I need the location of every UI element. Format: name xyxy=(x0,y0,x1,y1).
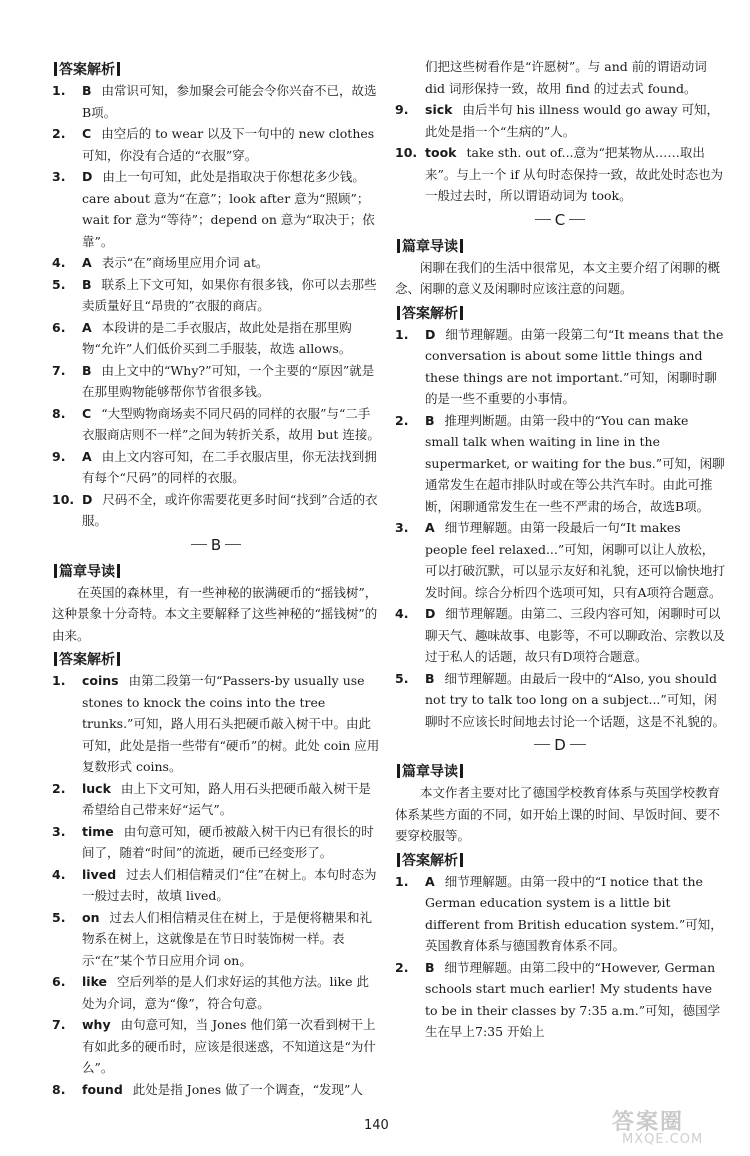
answer-item: 6. like 空后列举的是人们求好运的其他方法。like 此处为介词，意为“像”，符合句意。 xyxy=(52,974,369,1011)
header-bar-right xyxy=(460,764,463,778)
header-bar-left xyxy=(54,564,57,578)
header-bar-left xyxy=(397,306,400,320)
watermark-logo: 答案圈 xyxy=(612,1110,685,1135)
section-c-intro-header: 篇章导读 xyxy=(395,237,725,257)
section-d-answer-list xyxy=(395,871,725,1043)
answer-item: 5. B 联系上下文可知，如果你有很多钱，你可以去那些卖质量好且“昂贵的”衣服的商店。 xyxy=(52,276,377,313)
answer-item: 2. C 由空后的 to wear 以及下一句中的 new clothes 可知，你没有合适的“衣服”穿。 xyxy=(52,126,375,163)
left-column xyxy=(52,0,380,1100)
section-divider-c: C xyxy=(395,207,725,233)
header-bar-left xyxy=(54,62,57,76)
answer-item: 9. A 由上文内容可知，在二手衣服店里，你无法找到拥有每个“尺码”的同样的衣服。 xyxy=(52,448,377,485)
section-b-answer-list-continued xyxy=(395,56,725,207)
answer-item: 5. on 过去人们相信精灵住在树上，于是便将糖果和礼物系在树上，这就像是在节日时装饰树一样。表示“在”某个节日应用介词 on。 xyxy=(52,909,373,968)
section-d-answer-header: 答案解析 xyxy=(395,851,725,871)
section-b-answer-header: 答案解析 xyxy=(52,650,380,670)
answer-item: 7. B 由上文中的“Why?”可知，一个主要的“原因”就是在那里购物能够帮你节省很多钱。 xyxy=(52,362,375,399)
section-d-intro-text: 本文作者主要对比了德国学校教育体系与英国学校教育体系某些方面的不同，如开始上课的时间、早饭时间、要不要穿校服等。 xyxy=(395,785,721,843)
answer-item: 9. sick 由后半句 his illness would go away 可知，此处是指一个“生病的”人。 xyxy=(395,102,719,139)
section-c-answer-header: 答案解析 xyxy=(395,304,725,324)
answer-item: 1. A 细节理解题。由第一段中的“I notice that the German education system is a little bit different from British education system.”可知，英国教育体系与德国教育体系不同。 xyxy=(395,873,723,953)
answer-item: 4. lived 过去人们相信精灵们“住”在树上。本句时态为一般过去时，故填 lived。 xyxy=(52,866,377,903)
section-a-answer-list xyxy=(52,80,380,532)
answer-item: 8. found 此处是指 Jones 做了一个调查，“发现”人 xyxy=(52,1081,363,1097)
header-bar-right xyxy=(460,239,463,253)
section-c-answer-list xyxy=(395,324,725,733)
answer-item: 1. coins 由第二段第一句“Passers-by usually use stones to knock the coins into the tree trunks.”可知，路人用石头把硬币敲入树干中。由此可知，此处是指一些带有“硬币”的树。此处 coin 应用复数形式 coins。 xyxy=(52,673,380,774)
answer-item: 2. B 细节理解题。由第二段中的“However, German schools start much earlier! My students have to be in their classes by 7:35 a.m.”可知，德国学生在早上7:35 开始上 xyxy=(395,959,721,1039)
answer-item: 3. D 由上一句可知，此处是指取决于你想花多少钱。care about 意为“在意”；look after 意为“照顾”；wait for 意为“等待”；depend on 意为“取决于；依靠”。 xyxy=(52,169,375,249)
answer-item: 3. time 由句意可知，硬币被敲入树干内已有很长的时间了，随着“时间”的流逝，硬币已经变形了。 xyxy=(52,823,374,860)
answer-item: 2. luck 由上下文可知，路人用石头把硬币敲入树干是希望给自己带来好“运气”。 xyxy=(52,780,371,817)
answer-item: 2. B 推理判断题。由第一段中的“You can make small talk when waiting in line in the supermarket, or waiting for the bus.”可知，闲聊通常发生在超市排队时或在等公共汽车时。由此可推断，闲聊通常发生在一些不严肃的场合，故选B项。 xyxy=(395,412,725,514)
answer-item: 8. C “大型购物商场卖不同尺码的同样的衣服”与“二手衣服商店则不一样”之间为转折关系，故用 but 连接。 xyxy=(52,405,380,442)
answer-item: 4. D 细节理解题。由第二、三段内容可知，闲聊时可以聊天气、趣味故事、电影等，不可以聊政治、宗教以及过于私人的话题，故只有D项符合题意。 xyxy=(395,606,726,664)
section-b-answer-list xyxy=(52,670,380,1100)
header-bar-right xyxy=(117,62,120,76)
answer-item: 1. B 由常识可知，参加聚会可能会令你兴奋不已，故选B项。 xyxy=(52,83,377,120)
header-bar-left xyxy=(397,764,400,778)
header-bar-right xyxy=(460,853,463,867)
answer-item: 6. A 本段讲的是二手衣服店，故此处是指在那里购物“允许”人们低价买到二手服装，故选 allows。 xyxy=(52,319,352,356)
watermark-url: MXQE.COM xyxy=(622,1132,704,1147)
section-a-answer-header: 答案解析 xyxy=(52,60,380,80)
answer-item: 10. D 尺码不全，或许你需要花更多时间“找到”合适的衣服。 xyxy=(52,491,378,528)
header-bar-left xyxy=(397,239,400,253)
section-c-intro-text: 闲聊在我们的生活中很常见，本文主要介绍了闲聊的概念、闲聊的意义及闲聊时应该注意的问题。 xyxy=(395,259,721,296)
right-column xyxy=(395,0,725,1043)
section-d-intro-header: 篇章导读 xyxy=(395,762,725,782)
answer-item: 10. took take sth. out of...意为“把某物从……取出来”。与上一个 if 从句时态保持一致，故此处时态也为一般过去时，所以谓语动词为 took。 xyxy=(395,145,723,203)
section-divider-d: D xyxy=(395,732,725,758)
page-number: 140 xyxy=(364,1118,389,1133)
section-b-intro-text: 在英国的森林里，有一些神秘的嵌满硬币的“摇钱树”，这种景象十分奇特。本文主要解释了这些神秘的“摇钱树”的由来。 xyxy=(52,584,378,643)
header-bar-right xyxy=(460,306,463,320)
header-bar-left xyxy=(397,853,400,867)
answer-item: 们把这些树看作是“许愿树”。与 and 前的谓语动词 did 词形保持一致，故用 find 的过去式 found。 xyxy=(425,59,707,96)
answer-item: 7. why 由句意可知，当 Jones 他们第一次看到树干上有如此多的硬币时，应该是很迷惑，不知道这是“为什么”。 xyxy=(52,1017,376,1075)
section-b-intro-header: 篇章导读 xyxy=(52,562,380,582)
answer-item: 4. A 表示“在”商场里应用介词 at。 xyxy=(52,255,269,270)
answer-item: 1. D 细节理解题。由第一段第二句“It means that the conversation is about some little things and these things are not important.”可知，闲聊时聊的是一些不重要的小事情。 xyxy=(395,326,724,406)
answer-item: 5. B 细节理解题。由最后一段中的“Also, you should not try to talk too long on a subject...”可知，闲聊时不应该长时间地去讨论一个话题，这是不礼貌的。 xyxy=(395,670,726,729)
header-bar-right xyxy=(117,564,120,578)
section-divider-b: B xyxy=(52,532,380,558)
header-bar-left xyxy=(54,652,57,666)
header-bar-right xyxy=(117,652,120,666)
answer-item: 3. A 细节理解题。由第一段最后一句“It makes people feel relaxed...”可知，闲聊可以让人放松，可以打破沉默，可以显示友好和礼貌，还可以愉快地打发时间。综合分析四个选项可知，只有A项符合题意。 xyxy=(395,520,726,600)
